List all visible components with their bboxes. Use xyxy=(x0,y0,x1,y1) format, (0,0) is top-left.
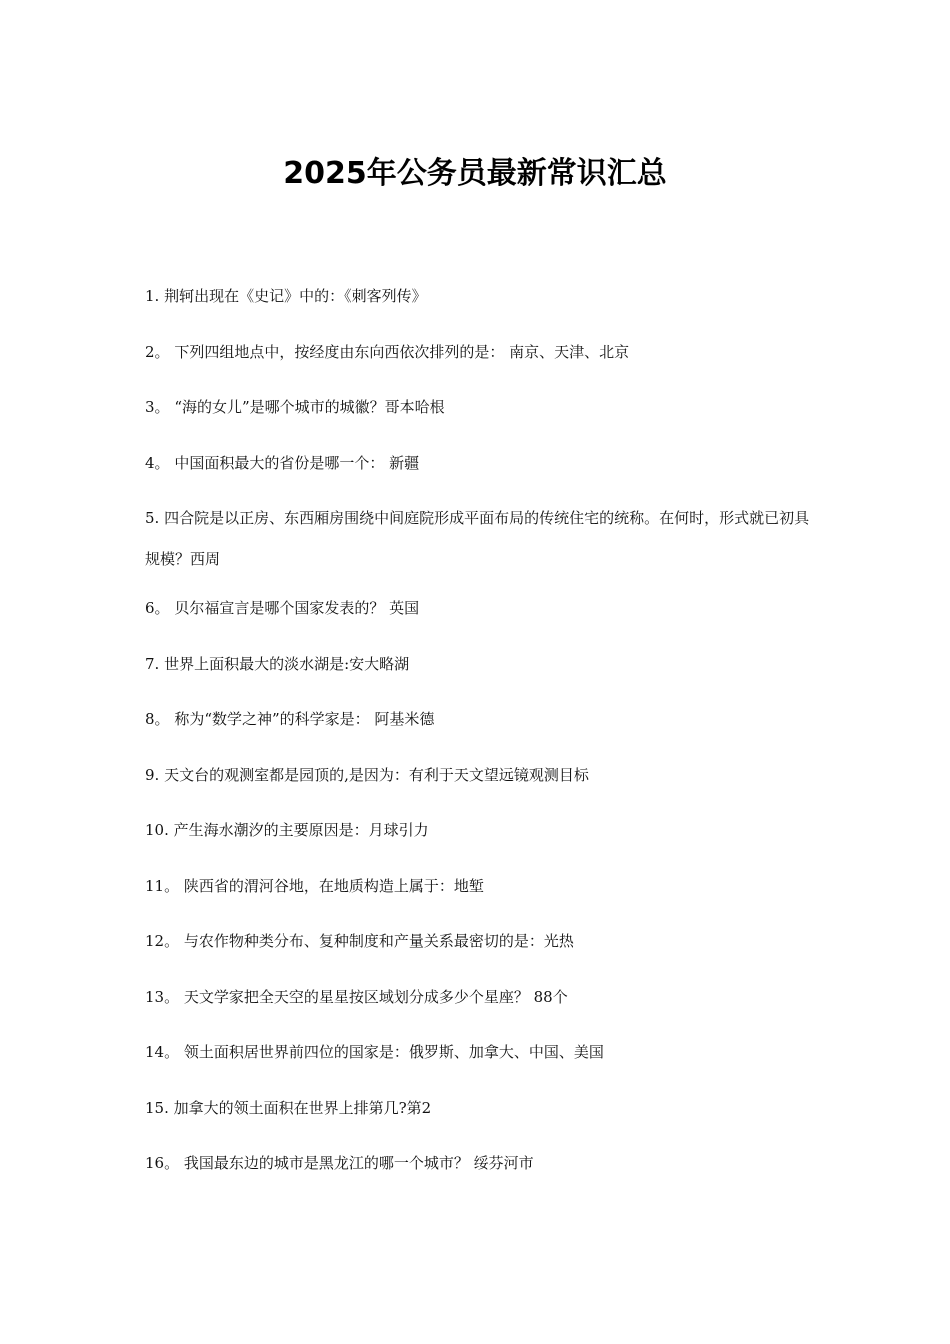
item-text: 贝尔福宣言是哪个国家发表的？ 英国 xyxy=(169,599,420,617)
item-text: 称为“数学之神”的科学家是： 阿基米德 xyxy=(169,710,435,728)
item-text: 中国面积最大的省份是哪一个： 新疆 xyxy=(169,453,420,472)
item-text: “海的女儿”是哪个城市的城徽？哥本哈根 xyxy=(169,398,445,416)
question-list xyxy=(145,282,815,1205)
item-text: 领土面积居世界前四位的国家是：俄罗斯、加拿大、中国、美国 xyxy=(179,1043,604,1061)
list-item xyxy=(145,650,815,678)
item-text: 加拿大的领土面积在世界上排第几?第2 xyxy=(168,1098,432,1117)
list-item xyxy=(145,393,815,421)
item-number: 6。 xyxy=(145,599,170,617)
item-text: 与农作物种类分布、复种制度和产量关系最密切的是：光热 xyxy=(179,932,574,950)
list-item xyxy=(145,927,815,955)
item-number: 14。 xyxy=(145,1043,180,1061)
item-text: 下列四组地点中，按经度由东向西依次排列的是： 南京、天津、北京 xyxy=(169,342,630,361)
item-number: 11。 xyxy=(145,876,180,895)
item-number: 1. xyxy=(145,287,160,305)
item-text: 荆轲出现在《史记》中的：《刺客列传》 xyxy=(159,287,427,305)
list-item xyxy=(145,594,815,622)
list-item xyxy=(145,705,815,733)
item-number: 15. xyxy=(145,1098,169,1117)
list-item xyxy=(145,816,815,844)
item-text: 世界上面积最大的淡水湖是:安大略湖 xyxy=(159,654,410,673)
item-text: 四合院是以正房、东西厢房围绕中间庭院形成平面布局的传统住宅的统称。在何时，形式就已初具规模？西周 xyxy=(145,509,810,568)
item-number: 7. xyxy=(145,654,160,673)
list-item xyxy=(145,338,815,366)
list-item xyxy=(145,449,815,477)
document-title: 2025年公务员最新常识汇总 xyxy=(283,156,667,191)
item-number: 8。 xyxy=(145,710,170,728)
list-item xyxy=(145,1094,815,1122)
list-item xyxy=(145,498,815,580)
item-number: 5. xyxy=(145,509,160,527)
item-number: 3。 xyxy=(145,398,170,416)
item-number: 12。 xyxy=(145,932,180,950)
item-text: 我国最东边的城市是黑龙江的哪一个城市？ 绥芬河市 xyxy=(179,1154,534,1172)
item-text: 产生海水潮汐的主要原因是：月球引力 xyxy=(168,821,429,839)
item-number: 16。 xyxy=(145,1154,180,1172)
item-number: 10. xyxy=(145,821,169,839)
item-number: 2。 xyxy=(145,342,170,361)
list-item xyxy=(145,872,815,900)
item-text: 陕西省的渭河谷地，在地质构造上属于：地堑 xyxy=(179,876,484,895)
item-text: 天文学家把全天空的星星按区域划分成多少个星座？ 88个 xyxy=(179,987,568,1006)
list-item xyxy=(145,761,815,789)
item-number: 9. xyxy=(145,765,160,784)
item-number: 13。 xyxy=(145,987,180,1006)
list-item xyxy=(145,983,815,1011)
list-item xyxy=(145,1149,815,1177)
list-item xyxy=(145,1038,815,1066)
list-item xyxy=(145,282,815,310)
item-text: 天文台的观测室都是园顶的,是因为：有利于天文望远镜观测目标 xyxy=(159,765,589,784)
item-number: 4。 xyxy=(145,453,170,472)
